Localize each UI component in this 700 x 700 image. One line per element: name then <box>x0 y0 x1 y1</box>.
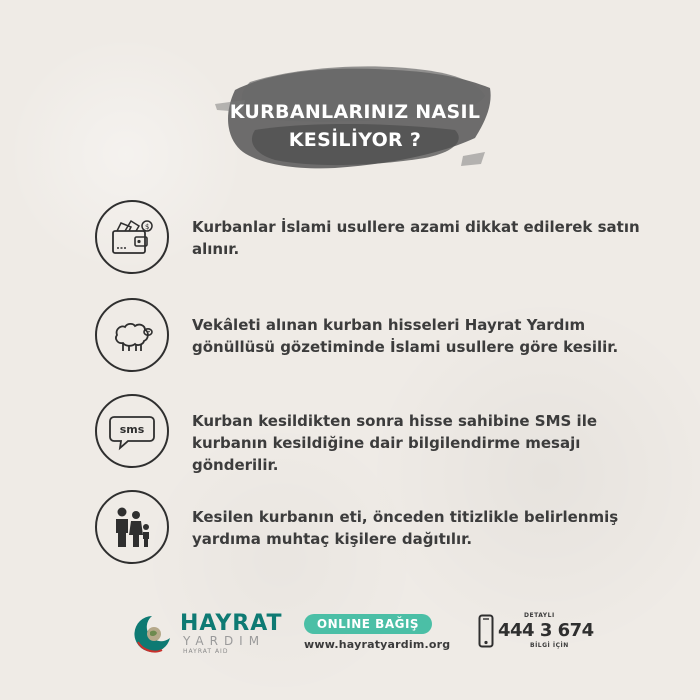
step-4 <box>95 490 655 568</box>
title-area <box>215 60 495 180</box>
step-2-icon-circle <box>95 298 169 372</box>
online-donation[interactable] <box>304 614 451 651</box>
step-3 <box>95 394 655 472</box>
phone-info[interactable] <box>478 612 594 652</box>
phone-number[interactable]: 444 3 674 <box>498 620 594 641</box>
step-4-text: Kesilen kurbanın eti, önceden titizlikle belirlenmiş yardıma muhtaç kişilere dağıtılır. <box>192 508 619 548</box>
sms-bubble-icon <box>108 411 156 451</box>
wallet-money-icon <box>109 217 155 257</box>
sms-label: sms <box>119 423 145 436</box>
title-line-2: KESİLİYOR ? <box>288 129 422 151</box>
family-icon <box>112 505 152 549</box>
step-2-text: Vekâleti alınan kurban hisseleri Hayrat Yardım gönüllüsü gözetiminde İslami usullere göre kesilir. <box>192 316 619 356</box>
crescent-globe-icon <box>130 612 174 656</box>
website-link[interactable]: www.hayratyardim.org <box>304 638 451 651</box>
title-line-1: KURBANLARINIZ NASIL <box>229 101 481 123</box>
step-1 <box>95 200 655 278</box>
brand-name: HAYRAT <box>180 611 283 636</box>
step-1-icon-circle <box>95 200 169 274</box>
sheep-icon <box>109 315 155 355</box>
hayrat-logo <box>130 610 290 656</box>
step-2 <box>95 298 655 376</box>
step-1-text: Kurbanlar İslami usullere azami dikkat edilerek satın alınır. <box>192 218 640 258</box>
page-title <box>215 98 495 154</box>
step-4-icon-circle <box>95 490 169 564</box>
phone-icon <box>478 614 494 648</box>
brand-sub: YARDIM <box>183 634 266 648</box>
step-3-text: Kurban kesildikten sonra hisse sahibine SMS ile kurbanın kesildiğine dair bilgilendirme mesajı gönderilir. <box>192 412 598 474</box>
brand-tagline: HAYRAT AID <box>183 648 229 655</box>
phone-caption-top: DETAYLI <box>524 612 555 619</box>
svg-text:$: $ <box>145 223 150 231</box>
step-3-icon-circle <box>95 394 169 468</box>
phone-caption-bottom: BİLGİ İÇİN <box>530 642 569 649</box>
online-donation-badge[interactable]: ONLINE BAĞIŞ <box>304 614 432 634</box>
